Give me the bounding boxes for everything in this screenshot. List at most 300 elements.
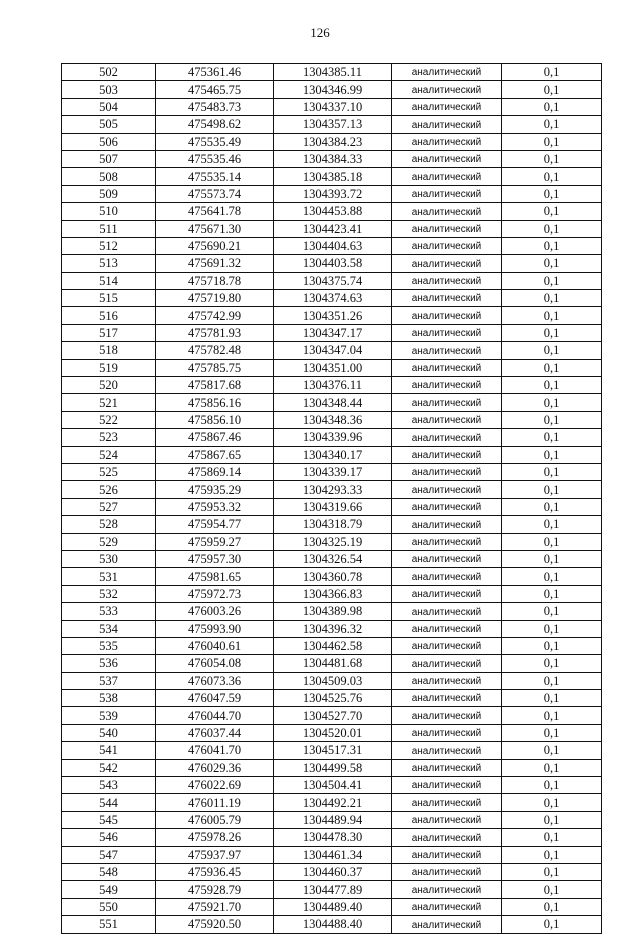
method-cell: аналитический	[392, 637, 502, 654]
point-number-cell: 538	[62, 690, 156, 707]
method-cell: аналитический	[392, 863, 502, 880]
accuracy-cell: 0,1	[502, 603, 602, 620]
accuracy-cell: 0,1	[502, 742, 602, 759]
x-coordinate-cell: 475856.10	[156, 411, 274, 428]
y-coordinate-cell: 1304366.83	[274, 585, 392, 602]
y-coordinate-cell: 1304453.88	[274, 203, 392, 220]
table-row	[62, 220, 602, 237]
method-cell: аналитический	[392, 881, 502, 898]
x-coordinate-cell: 476029.36	[156, 759, 274, 776]
x-coordinate-cell: 475921.70	[156, 898, 274, 915]
x-coordinate-cell: 476047.59	[156, 690, 274, 707]
method-cell: аналитический	[392, 133, 502, 150]
y-coordinate-cell: 1304509.03	[274, 672, 392, 689]
accuracy-cell: 0,1	[502, 116, 602, 133]
accuracy-cell: 0,1	[502, 863, 602, 880]
table-row	[62, 64, 602, 81]
table-row	[62, 237, 602, 254]
table-row	[62, 585, 602, 602]
table-row	[62, 742, 602, 759]
point-number-cell: 537	[62, 672, 156, 689]
point-number-cell: 545	[62, 811, 156, 828]
accuracy-cell: 0,1	[502, 237, 602, 254]
table-row	[62, 759, 602, 776]
table-row	[62, 916, 602, 933]
table-row	[62, 637, 602, 654]
y-coordinate-cell: 1304499.58	[274, 759, 392, 776]
point-number-cell: 524	[62, 446, 156, 463]
x-coordinate-cell: 476044.70	[156, 707, 274, 724]
point-number-cell: 539	[62, 707, 156, 724]
y-coordinate-cell: 1304478.30	[274, 829, 392, 846]
method-cell: аналитический	[392, 411, 502, 428]
point-number-cell: 533	[62, 603, 156, 620]
method-cell: аналитический	[392, 377, 502, 394]
point-number-cell: 527	[62, 498, 156, 515]
x-coordinate-cell: 475869.14	[156, 463, 274, 480]
table-row	[62, 429, 602, 446]
method-cell: аналитический	[392, 498, 502, 515]
accuracy-cell: 0,1	[502, 724, 602, 741]
method-cell: аналитический	[392, 394, 502, 411]
table-row	[62, 881, 602, 898]
accuracy-cell: 0,1	[502, 81, 602, 98]
table-row	[62, 533, 602, 550]
accuracy-cell: 0,1	[502, 550, 602, 567]
table-row	[62, 203, 602, 220]
y-coordinate-cell: 1304481.68	[274, 655, 392, 672]
table-row	[62, 829, 602, 846]
accuracy-cell: 0,1	[502, 220, 602, 237]
x-coordinate-cell: 475867.65	[156, 446, 274, 463]
method-cell: аналитический	[392, 533, 502, 550]
point-number-cell: 520	[62, 377, 156, 394]
point-number-cell: 511	[62, 220, 156, 237]
accuracy-cell: 0,1	[502, 481, 602, 498]
table-row	[62, 255, 602, 272]
table-row	[62, 168, 602, 185]
table-row	[62, 724, 602, 741]
y-coordinate-cell: 1304504.41	[274, 777, 392, 794]
accuracy-cell: 0,1	[502, 898, 602, 915]
point-number-cell: 516	[62, 307, 156, 324]
point-number-cell: 551	[62, 916, 156, 933]
method-cell: аналитический	[392, 116, 502, 133]
method-cell: аналитический	[392, 150, 502, 167]
accuracy-cell: 0,1	[502, 655, 602, 672]
y-coordinate-cell: 1304375.74	[274, 272, 392, 289]
method-cell: аналитический	[392, 811, 502, 828]
y-coordinate-cell: 1304339.17	[274, 463, 392, 480]
point-number-cell: 531	[62, 568, 156, 585]
y-coordinate-cell: 1304325.19	[274, 533, 392, 550]
accuracy-cell: 0,1	[502, 811, 602, 828]
table-row	[62, 290, 602, 307]
x-coordinate-cell: 475920.50	[156, 916, 274, 933]
x-coordinate-cell: 476054.08	[156, 655, 274, 672]
x-coordinate-cell: 475535.49	[156, 133, 274, 150]
table-row	[62, 411, 602, 428]
y-coordinate-cell: 1304488.40	[274, 916, 392, 933]
y-coordinate-cell: 1304348.44	[274, 394, 392, 411]
x-coordinate-cell: 475867.46	[156, 429, 274, 446]
table-row	[62, 133, 602, 150]
table-row	[62, 394, 602, 411]
method-cell: аналитический	[392, 568, 502, 585]
point-number-cell: 548	[62, 863, 156, 880]
point-number-cell: 515	[62, 290, 156, 307]
x-coordinate-cell: 475936.45	[156, 863, 274, 880]
point-number-cell: 504	[62, 98, 156, 115]
method-cell: аналитический	[392, 794, 502, 811]
table-row	[62, 898, 602, 915]
x-coordinate-cell: 475972.73	[156, 585, 274, 602]
table-row	[62, 655, 602, 672]
y-coordinate-cell: 1304460.37	[274, 863, 392, 880]
accuracy-cell: 0,1	[502, 846, 602, 863]
table-row	[62, 359, 602, 376]
point-number-cell: 507	[62, 150, 156, 167]
accuracy-cell: 0,1	[502, 411, 602, 428]
method-cell: аналитический	[392, 777, 502, 794]
table-row	[62, 794, 602, 811]
point-number-cell: 523	[62, 429, 156, 446]
x-coordinate-cell: 475957.30	[156, 550, 274, 567]
table-row	[62, 324, 602, 341]
point-number-cell: 525	[62, 463, 156, 480]
table-row	[62, 863, 602, 880]
x-coordinate-cell: 475690.21	[156, 237, 274, 254]
y-coordinate-cell: 1304385.11	[274, 64, 392, 81]
table-row	[62, 620, 602, 637]
x-coordinate-cell: 475978.26	[156, 829, 274, 846]
point-number-cell: 521	[62, 394, 156, 411]
accuracy-cell: 0,1	[502, 568, 602, 585]
y-coordinate-cell: 1304376.11	[274, 377, 392, 394]
accuracy-cell: 0,1	[502, 777, 602, 794]
point-number-cell: 550	[62, 898, 156, 915]
x-coordinate-cell: 475718.78	[156, 272, 274, 289]
table-row	[62, 672, 602, 689]
method-cell: аналитический	[392, 81, 502, 98]
y-coordinate-cell: 1304396.32	[274, 620, 392, 637]
x-coordinate-cell: 475483.73	[156, 98, 274, 115]
x-coordinate-cell: 475535.46	[156, 150, 274, 167]
point-number-cell: 546	[62, 829, 156, 846]
accuracy-cell: 0,1	[502, 307, 602, 324]
accuracy-cell: 0,1	[502, 707, 602, 724]
method-cell: аналитический	[392, 98, 502, 115]
method-cell: аналитический	[392, 481, 502, 498]
x-coordinate-cell: 475781.93	[156, 324, 274, 341]
accuracy-cell: 0,1	[502, 916, 602, 933]
x-coordinate-cell: 476003.26	[156, 603, 274, 620]
point-number-cell: 528	[62, 516, 156, 533]
point-number-cell: 549	[62, 881, 156, 898]
method-cell: аналитический	[392, 290, 502, 307]
method-cell: аналитический	[392, 672, 502, 689]
accuracy-cell: 0,1	[502, 690, 602, 707]
accuracy-cell: 0,1	[502, 133, 602, 150]
coordinates-table-body	[62, 64, 602, 934]
y-coordinate-cell: 1304492.21	[274, 794, 392, 811]
x-coordinate-cell: 475993.90	[156, 620, 274, 637]
table-row	[62, 498, 602, 515]
y-coordinate-cell: 1304477.89	[274, 881, 392, 898]
method-cell: аналитический	[392, 272, 502, 289]
accuracy-cell: 0,1	[502, 185, 602, 202]
accuracy-cell: 0,1	[502, 203, 602, 220]
x-coordinate-cell: 475573.74	[156, 185, 274, 202]
point-number-cell: 513	[62, 255, 156, 272]
table-row	[62, 307, 602, 324]
x-coordinate-cell: 476041.70	[156, 742, 274, 759]
x-coordinate-cell: 475535.14	[156, 168, 274, 185]
method-cell: аналитический	[392, 359, 502, 376]
point-number-cell: 505	[62, 116, 156, 133]
table-row	[62, 568, 602, 585]
y-coordinate-cell: 1304340.17	[274, 446, 392, 463]
x-coordinate-cell: 475817.68	[156, 377, 274, 394]
x-coordinate-cell: 475928.79	[156, 881, 274, 898]
method-cell: аналитический	[392, 185, 502, 202]
accuracy-cell: 0,1	[502, 637, 602, 654]
method-cell: аналитический	[392, 742, 502, 759]
accuracy-cell: 0,1	[502, 272, 602, 289]
accuracy-cell: 0,1	[502, 342, 602, 359]
point-number-cell: 510	[62, 203, 156, 220]
table-row	[62, 116, 602, 133]
method-cell: аналитический	[392, 585, 502, 602]
accuracy-cell: 0,1	[502, 620, 602, 637]
table-row	[62, 377, 602, 394]
point-number-cell: 514	[62, 272, 156, 289]
point-number-cell: 534	[62, 620, 156, 637]
page-number: 126	[310, 25, 330, 40]
point-number-cell: 529	[62, 533, 156, 550]
x-coordinate-cell: 475498.62	[156, 116, 274, 133]
y-coordinate-cell: 1304393.72	[274, 185, 392, 202]
accuracy-cell: 0,1	[502, 150, 602, 167]
y-coordinate-cell: 1304337.10	[274, 98, 392, 115]
point-number-cell: 541	[62, 742, 156, 759]
x-coordinate-cell: 475671.30	[156, 220, 274, 237]
point-number-cell: 532	[62, 585, 156, 602]
y-coordinate-cell: 1304360.78	[274, 568, 392, 585]
accuracy-cell: 0,1	[502, 446, 602, 463]
y-coordinate-cell: 1304318.79	[274, 516, 392, 533]
point-number-cell: 519	[62, 359, 156, 376]
accuracy-cell: 0,1	[502, 759, 602, 776]
table-row	[62, 150, 602, 167]
accuracy-cell: 0,1	[502, 359, 602, 376]
y-coordinate-cell: 1304527.70	[274, 707, 392, 724]
y-coordinate-cell: 1304347.17	[274, 324, 392, 341]
point-number-cell: 530	[62, 550, 156, 567]
coordinates-table	[61, 63, 602, 934]
table-row	[62, 516, 602, 533]
x-coordinate-cell: 475953.32	[156, 498, 274, 515]
accuracy-cell: 0,1	[502, 463, 602, 480]
accuracy-cell: 0,1	[502, 290, 602, 307]
x-coordinate-cell: 475981.65	[156, 568, 274, 585]
point-number-cell: 506	[62, 133, 156, 150]
y-coordinate-cell: 1304348.36	[274, 411, 392, 428]
table-row	[62, 690, 602, 707]
method-cell: аналитический	[392, 603, 502, 620]
point-number-cell: 517	[62, 324, 156, 341]
y-coordinate-cell: 1304404.63	[274, 237, 392, 254]
x-coordinate-cell: 475465.75	[156, 81, 274, 98]
accuracy-cell: 0,1	[502, 98, 602, 115]
y-coordinate-cell: 1304462.58	[274, 637, 392, 654]
y-coordinate-cell: 1304385.18	[274, 168, 392, 185]
accuracy-cell: 0,1	[502, 377, 602, 394]
y-coordinate-cell: 1304293.33	[274, 481, 392, 498]
x-coordinate-cell: 475742.99	[156, 307, 274, 324]
table-row	[62, 707, 602, 724]
method-cell: аналитический	[392, 724, 502, 741]
accuracy-cell: 0,1	[502, 672, 602, 689]
y-coordinate-cell: 1304423.41	[274, 220, 392, 237]
method-cell: аналитический	[392, 342, 502, 359]
accuracy-cell: 0,1	[502, 516, 602, 533]
point-number-cell: 526	[62, 481, 156, 498]
x-coordinate-cell: 475785.75	[156, 359, 274, 376]
accuracy-cell: 0,1	[502, 881, 602, 898]
y-coordinate-cell: 1304384.23	[274, 133, 392, 150]
y-coordinate-cell: 1304520.01	[274, 724, 392, 741]
method-cell: аналитический	[392, 237, 502, 254]
accuracy-cell: 0,1	[502, 324, 602, 341]
y-coordinate-cell: 1304326.54	[274, 550, 392, 567]
x-coordinate-cell: 475935.29	[156, 481, 274, 498]
method-cell: аналитический	[392, 516, 502, 533]
accuracy-cell: 0,1	[502, 429, 602, 446]
table-row	[62, 777, 602, 794]
y-coordinate-cell: 1304346.99	[274, 81, 392, 98]
x-coordinate-cell: 476040.61	[156, 637, 274, 654]
x-coordinate-cell: 475719.80	[156, 290, 274, 307]
table-row	[62, 603, 602, 620]
accuracy-cell: 0,1	[502, 829, 602, 846]
method-cell: аналитический	[392, 463, 502, 480]
x-coordinate-cell: 476005.79	[156, 811, 274, 828]
method-cell: аналитический	[392, 203, 502, 220]
point-number-cell: 512	[62, 237, 156, 254]
point-number-cell: 547	[62, 846, 156, 863]
y-coordinate-cell: 1304374.63	[274, 290, 392, 307]
x-coordinate-cell: 475641.78	[156, 203, 274, 220]
x-coordinate-cell: 475937.97	[156, 846, 274, 863]
point-number-cell: 503	[62, 81, 156, 98]
method-cell: аналитический	[392, 220, 502, 237]
accuracy-cell: 0,1	[502, 498, 602, 515]
x-coordinate-cell: 475856.16	[156, 394, 274, 411]
table-row	[62, 185, 602, 202]
method-cell: аналитический	[392, 255, 502, 272]
y-coordinate-cell: 1304489.40	[274, 898, 392, 915]
table-row	[62, 342, 602, 359]
method-cell: аналитический	[392, 655, 502, 672]
x-coordinate-cell: 475691.32	[156, 255, 274, 272]
method-cell: аналитический	[392, 550, 502, 567]
accuracy-cell: 0,1	[502, 168, 602, 185]
table-row	[62, 811, 602, 828]
y-coordinate-cell: 1304357.13	[274, 116, 392, 133]
point-number-cell: 544	[62, 794, 156, 811]
x-coordinate-cell: 476037.44	[156, 724, 274, 741]
accuracy-cell: 0,1	[502, 533, 602, 550]
accuracy-cell: 0,1	[502, 255, 602, 272]
x-coordinate-cell: 475782.48	[156, 342, 274, 359]
point-number-cell: 522	[62, 411, 156, 428]
y-coordinate-cell: 1304347.04	[274, 342, 392, 359]
table-row	[62, 481, 602, 498]
point-number-cell: 542	[62, 759, 156, 776]
y-coordinate-cell: 1304351.26	[274, 307, 392, 324]
y-coordinate-cell: 1304384.33	[274, 150, 392, 167]
method-cell: аналитический	[392, 690, 502, 707]
method-cell: аналитический	[392, 64, 502, 81]
point-number-cell: 502	[62, 64, 156, 81]
point-number-cell: 508	[62, 168, 156, 185]
point-number-cell: 509	[62, 185, 156, 202]
method-cell: аналитический	[392, 846, 502, 863]
y-coordinate-cell: 1304517.31	[274, 742, 392, 759]
method-cell: аналитический	[392, 168, 502, 185]
method-cell: аналитический	[392, 446, 502, 463]
y-coordinate-cell: 1304525.76	[274, 690, 392, 707]
method-cell: аналитический	[392, 324, 502, 341]
accuracy-cell: 0,1	[502, 585, 602, 602]
x-coordinate-cell: 475361.46	[156, 64, 274, 81]
accuracy-cell: 0,1	[502, 394, 602, 411]
method-cell: аналитический	[392, 898, 502, 915]
point-number-cell: 536	[62, 655, 156, 672]
method-cell: аналитический	[392, 620, 502, 637]
point-number-cell: 543	[62, 777, 156, 794]
table-row	[62, 446, 602, 463]
point-number-cell: 518	[62, 342, 156, 359]
method-cell: аналитический	[392, 829, 502, 846]
y-coordinate-cell: 1304339.96	[274, 429, 392, 446]
y-coordinate-cell: 1304489.94	[274, 811, 392, 828]
method-cell: аналитический	[392, 916, 502, 933]
method-cell: аналитический	[392, 429, 502, 446]
y-coordinate-cell: 1304351.00	[274, 359, 392, 376]
x-coordinate-cell: 475959.27	[156, 533, 274, 550]
table-row	[62, 81, 602, 98]
y-coordinate-cell: 1304461.34	[274, 846, 392, 863]
point-number-cell: 540	[62, 724, 156, 741]
accuracy-cell: 0,1	[502, 64, 602, 81]
y-coordinate-cell: 1304403.58	[274, 255, 392, 272]
table-row	[62, 846, 602, 863]
table-row	[62, 463, 602, 480]
x-coordinate-cell: 476011.19	[156, 794, 274, 811]
accuracy-cell: 0,1	[502, 794, 602, 811]
method-cell: аналитический	[392, 307, 502, 324]
table-row	[62, 550, 602, 567]
x-coordinate-cell: 476073.36	[156, 672, 274, 689]
table-row	[62, 272, 602, 289]
x-coordinate-cell: 476022.69	[156, 777, 274, 794]
method-cell: аналитический	[392, 759, 502, 776]
table-row	[62, 98, 602, 115]
point-number-cell: 535	[62, 637, 156, 654]
method-cell: аналитический	[392, 707, 502, 724]
